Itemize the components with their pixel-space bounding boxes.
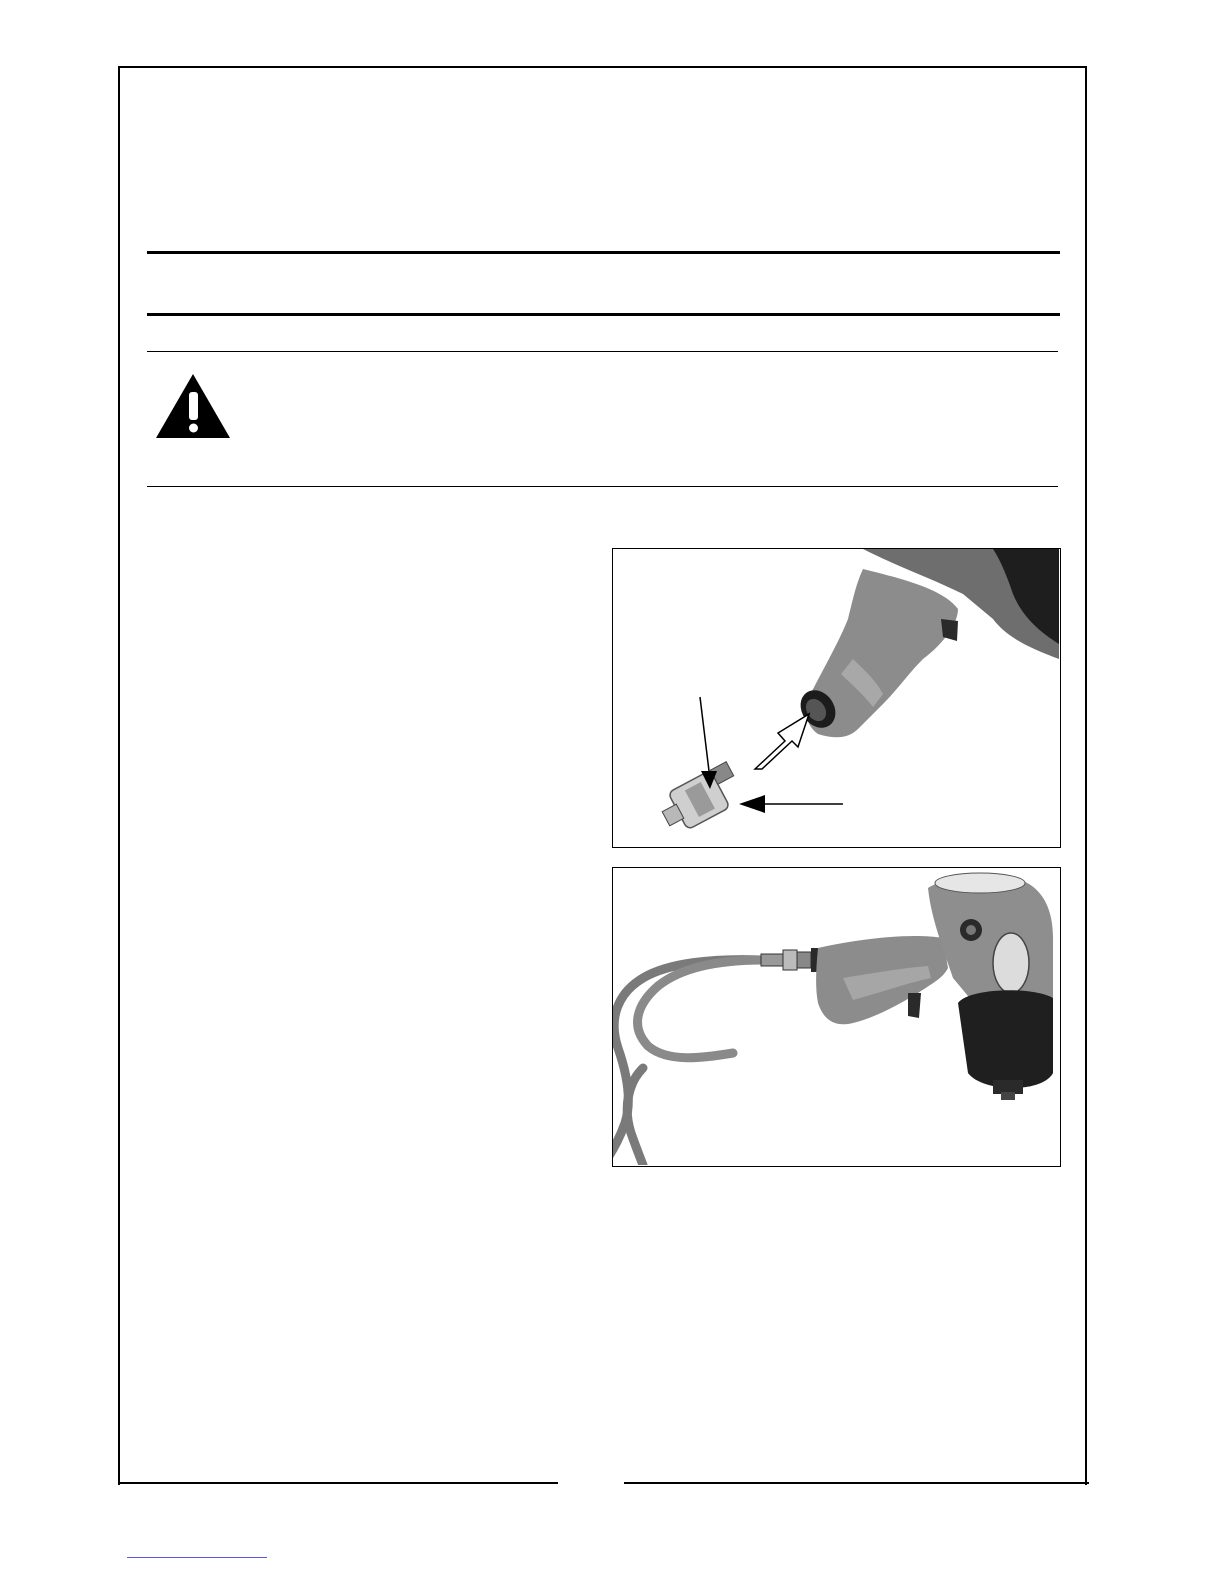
warning-box-top-rule: [147, 351, 1058, 352]
figure-connected-photo: [612, 867, 1061, 1167]
section-rule-bottom: [147, 313, 1060, 316]
section-rule-top: [147, 251, 1060, 254]
footer-rule-left: [118, 1482, 558, 1484]
footer-link-underline[interactable]: [127, 1557, 267, 1558]
footer-rule-right: [624, 1482, 1089, 1484]
figure-connector-photo: [612, 548, 1061, 848]
warning-triangle-icon: [154, 372, 232, 440]
warning-box-bottom-rule: [147, 486, 1058, 487]
